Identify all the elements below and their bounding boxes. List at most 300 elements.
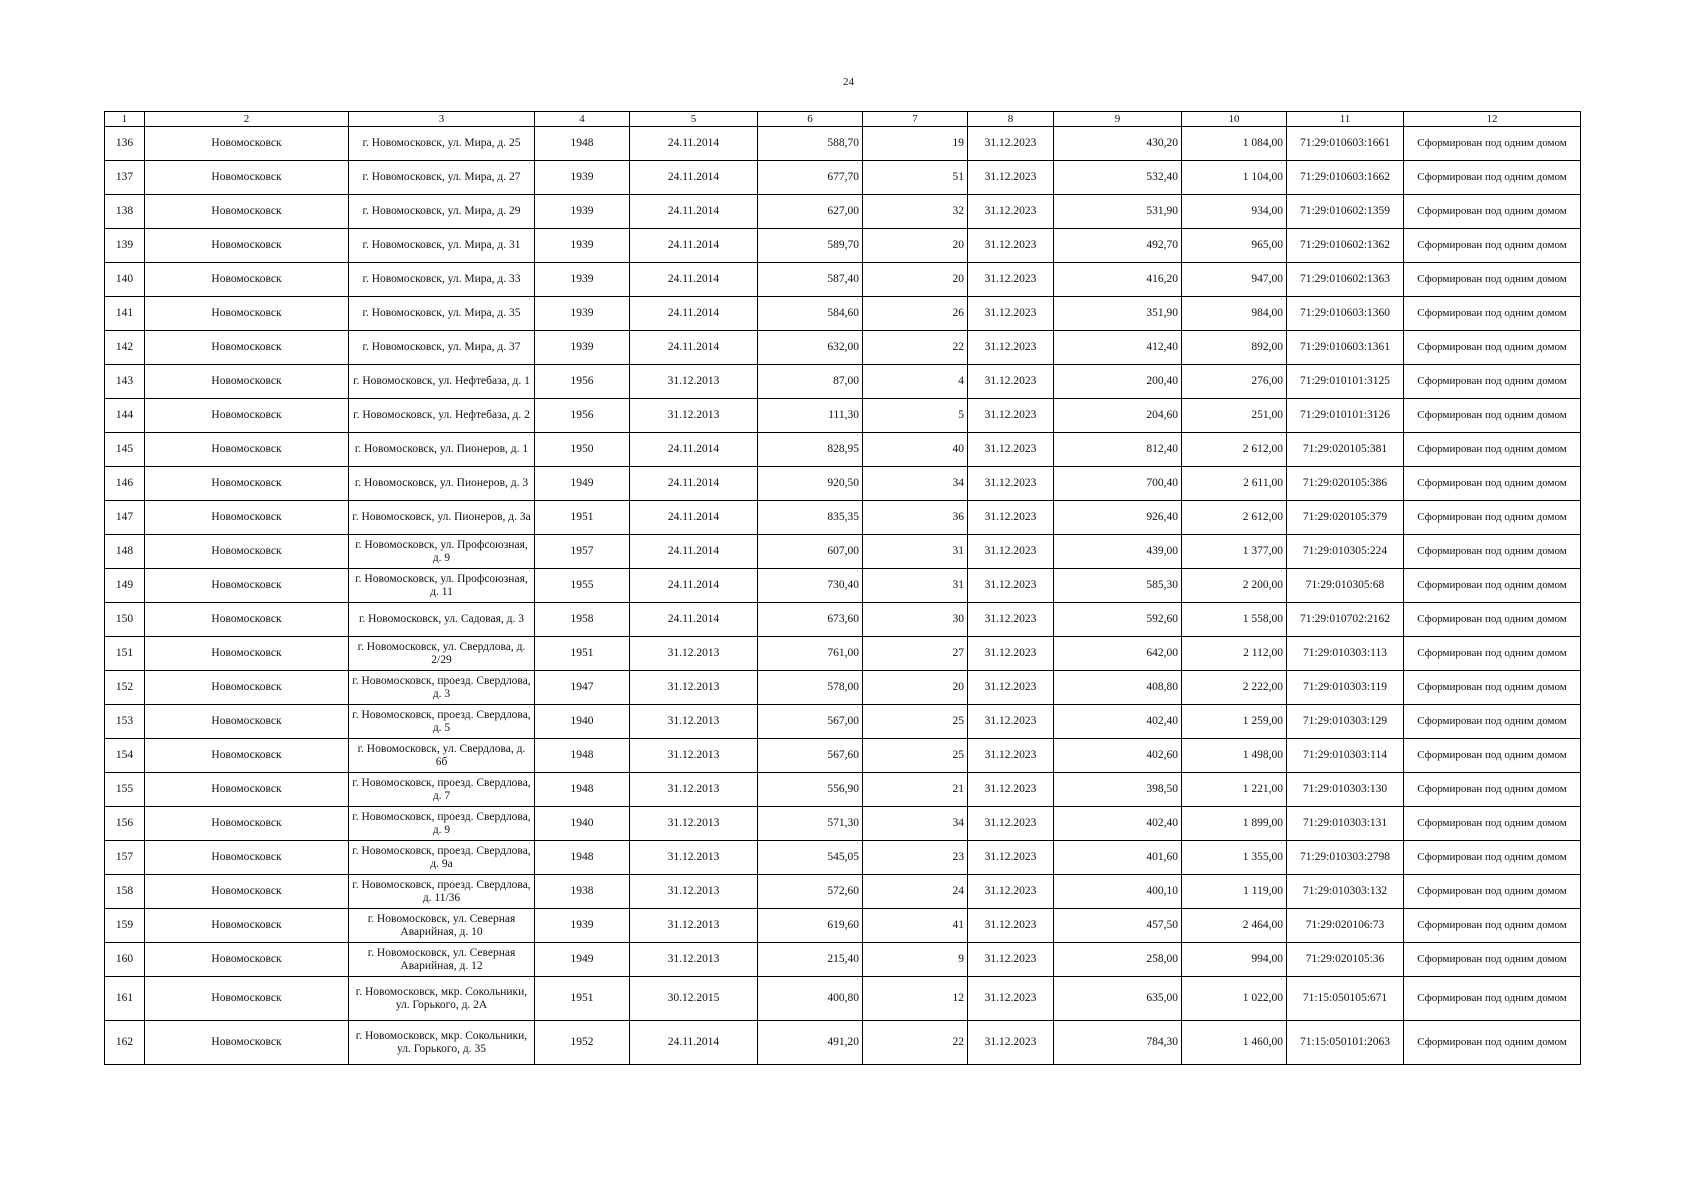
column-header: 3 (349, 112, 535, 127)
area-2-cell: 351,90 (1054, 297, 1182, 331)
area-2-cell: 258,00 (1054, 943, 1182, 977)
area-2-cell: 430,20 (1054, 127, 1182, 161)
address-cell: г. Новомосковск, проезд. Свердлова, д. 3 (349, 671, 535, 705)
date-cell: 24.11.2014 (630, 603, 758, 637)
area-2-cell: 412,40 (1054, 331, 1182, 365)
status-cell: Сформирован под одним домом (1404, 875, 1581, 909)
deadline-cell: 31.12.2023 (968, 671, 1054, 705)
residents-cell: 12 (863, 977, 968, 1021)
status-cell: Сформирован под одним домом (1404, 535, 1581, 569)
area-cell: 400,80 (758, 977, 863, 1021)
land-area-cell: 2 200,00 (1182, 569, 1287, 603)
column-header: 5 (630, 112, 758, 127)
deadline-cell: 31.12.2023 (968, 399, 1054, 433)
residents-cell: 22 (863, 331, 968, 365)
status-cell: Сформирован под одним домом (1404, 127, 1581, 161)
deadline-cell: 31.12.2023 (968, 535, 1054, 569)
column-header: 12 (1404, 112, 1581, 127)
housing-register-table (104, 111, 1581, 1065)
column-header: 1 (105, 112, 145, 127)
date-cell: 24.11.2014 (630, 229, 758, 263)
deadline-cell: 31.12.2023 (968, 161, 1054, 195)
cadastral-number-cell: 71:29:010303:132 (1287, 875, 1404, 909)
status-cell: Сформирован под одним домом (1404, 773, 1581, 807)
table-row (105, 943, 1581, 977)
date-cell: 31.12.2013 (630, 909, 758, 943)
status-cell: Сформирован под одним домом (1404, 161, 1581, 195)
table-row (105, 399, 1581, 433)
status-cell: Сформирован под одним домом (1404, 603, 1581, 637)
land-area-cell: 1 460,00 (1182, 1021, 1287, 1065)
status-cell: Сформирован под одним домом (1404, 977, 1581, 1021)
area-cell: 578,00 (758, 671, 863, 705)
year-built-cell: 1939 (535, 161, 630, 195)
area-2-cell: 635,00 (1054, 977, 1182, 1021)
residents-cell: 26 (863, 297, 968, 331)
deadline-cell: 31.12.2023 (968, 467, 1054, 501)
deadline-cell: 31.12.2023 (968, 331, 1054, 365)
deadline-cell: 31.12.2023 (968, 807, 1054, 841)
year-built-cell: 1949 (535, 943, 630, 977)
year-built-cell: 1947 (535, 671, 630, 705)
address-cell: г. Новомосковск, ул. Профсоюзная, д. 11 (349, 569, 535, 603)
city-cell: Новомосковск (145, 127, 349, 161)
land-area-cell: 1 377,00 (1182, 535, 1287, 569)
address-cell: г. Новомосковск, ул. Северная Аварийная, д. 12 (349, 943, 535, 977)
table-row (105, 263, 1581, 297)
city-cell: Новомосковск (145, 671, 349, 705)
table-row (105, 671, 1581, 705)
date-cell: 24.11.2014 (630, 331, 758, 365)
area-cell: 545,05 (758, 841, 863, 875)
cadastral-number-cell: 71:29:010603:1361 (1287, 331, 1404, 365)
area-2-cell: 401,60 (1054, 841, 1182, 875)
status-cell: Сформирован под одним домом (1404, 671, 1581, 705)
area-2-cell: 812,40 (1054, 433, 1182, 467)
cadastral-number-cell: 71:29:010303:130 (1287, 773, 1404, 807)
deadline-cell: 31.12.2023 (968, 195, 1054, 229)
column-header: 4 (535, 112, 630, 127)
land-area-cell: 1 259,00 (1182, 705, 1287, 739)
address-cell: г. Новомосковск, проезд. Свердлова, д. 9а (349, 841, 535, 875)
address-cell: г. Новомосковск, проезд. Свердлова, д. 9 (349, 807, 535, 841)
table-row (105, 637, 1581, 671)
residents-cell: 24 (863, 875, 968, 909)
cadastral-number-cell: 71:29:010303:114 (1287, 739, 1404, 773)
area-cell: 677,70 (758, 161, 863, 195)
table-row (105, 807, 1581, 841)
area-2-cell: 531,90 (1054, 195, 1182, 229)
row-number: 159 (105, 909, 145, 943)
row-number: 143 (105, 365, 145, 399)
city-cell: Новомосковск (145, 365, 349, 399)
city-cell: Новомосковск (145, 535, 349, 569)
table-row (105, 331, 1581, 365)
row-number: 142 (105, 331, 145, 365)
table-row (105, 603, 1581, 637)
row-number: 160 (105, 943, 145, 977)
table-row (105, 705, 1581, 739)
land-area-cell: 2 222,00 (1182, 671, 1287, 705)
area-2-cell: 585,30 (1054, 569, 1182, 603)
status-cell: Сформирован под одним домом (1404, 501, 1581, 535)
deadline-cell: 31.12.2023 (968, 603, 1054, 637)
city-cell: Новомосковск (145, 977, 349, 1021)
status-cell: Сформирован под одним домом (1404, 331, 1581, 365)
row-number: 139 (105, 229, 145, 263)
date-cell: 24.11.2014 (630, 297, 758, 331)
land-area-cell: 892,00 (1182, 331, 1287, 365)
cadastral-number-cell: 71:29:020105:36 (1287, 943, 1404, 977)
deadline-cell: 31.12.2023 (968, 637, 1054, 671)
column-header: 2 (145, 112, 349, 127)
city-cell: Новомосковск (145, 637, 349, 671)
area-2-cell: 402,60 (1054, 739, 1182, 773)
cadastral-number-cell: 71:29:010305:68 (1287, 569, 1404, 603)
table-row (105, 909, 1581, 943)
residents-cell: 20 (863, 229, 968, 263)
date-cell: 31.12.2013 (630, 841, 758, 875)
date-cell: 31.12.2013 (630, 943, 758, 977)
cadastral-number-cell: 71:29:010303:119 (1287, 671, 1404, 705)
cadastral-number-cell: 71:29:010101:3126 (1287, 399, 1404, 433)
table-body (105, 127, 1581, 1065)
status-cell: Сформирован под одним домом (1404, 263, 1581, 297)
area-2-cell: 398,50 (1054, 773, 1182, 807)
row-number: 146 (105, 467, 145, 501)
land-area-cell: 1 899,00 (1182, 807, 1287, 841)
row-number: 137 (105, 161, 145, 195)
area-2-cell: 457,50 (1054, 909, 1182, 943)
status-cell: Сформирован под одним домом (1404, 637, 1581, 671)
city-cell: Новомосковск (145, 161, 349, 195)
cadastral-number-cell: 71:29:010303:113 (1287, 637, 1404, 671)
year-built-cell: 1939 (535, 263, 630, 297)
table-row (105, 433, 1581, 467)
year-built-cell: 1958 (535, 603, 630, 637)
table-row (105, 875, 1581, 909)
year-built-cell: 1948 (535, 773, 630, 807)
city-cell: Новомосковск (145, 943, 349, 977)
row-number: 149 (105, 569, 145, 603)
table-row (105, 229, 1581, 263)
land-area-cell: 2 612,00 (1182, 433, 1287, 467)
row-number: 154 (105, 739, 145, 773)
city-cell: Новомосковск (145, 331, 349, 365)
cadastral-number-cell: 71:29:010303:129 (1287, 705, 1404, 739)
address-cell: г. Новомосковск, мкр. Сокольники, ул. Горького, д. 35 (349, 1021, 535, 1065)
cadastral-number-cell: 71:29:010305:224 (1287, 535, 1404, 569)
table-row (105, 569, 1581, 603)
residents-cell: 36 (863, 501, 968, 535)
address-cell: г. Новомосковск, проезд. Свердлова, д. 11/36 (349, 875, 535, 909)
year-built-cell: 1939 (535, 195, 630, 229)
row-number: 150 (105, 603, 145, 637)
deadline-cell: 31.12.2023 (968, 773, 1054, 807)
table-row (105, 739, 1581, 773)
area-2-cell: 402,40 (1054, 705, 1182, 739)
area-cell: 215,40 (758, 943, 863, 977)
deadline-cell: 31.12.2023 (968, 569, 1054, 603)
date-cell: 24.11.2014 (630, 161, 758, 195)
cadastral-number-cell: 71:15:050105:671 (1287, 977, 1404, 1021)
residents-cell: 34 (863, 807, 968, 841)
city-cell: Новомосковск (145, 501, 349, 535)
city-cell: Новомосковск (145, 841, 349, 875)
table-row (105, 1021, 1581, 1065)
row-number: 144 (105, 399, 145, 433)
column-header: 7 (863, 112, 968, 127)
date-cell: 24.11.2014 (630, 263, 758, 297)
year-built-cell: 1951 (535, 977, 630, 1021)
deadline-cell: 31.12.2023 (968, 365, 1054, 399)
area-2-cell: 402,40 (1054, 807, 1182, 841)
area-cell: 87,00 (758, 365, 863, 399)
city-cell: Новомосковск (145, 569, 349, 603)
area-cell: 571,30 (758, 807, 863, 841)
year-built-cell: 1957 (535, 535, 630, 569)
status-cell: Сформирован под одним домом (1404, 195, 1581, 229)
address-cell: г. Новомосковск, ул. Свердлова, д. 6б (349, 739, 535, 773)
area-2-cell: 408,80 (1054, 671, 1182, 705)
residents-cell: 40 (863, 433, 968, 467)
cadastral-number-cell: 71:29:010603:1360 (1287, 297, 1404, 331)
date-cell: 31.12.2013 (630, 637, 758, 671)
land-area-cell: 934,00 (1182, 195, 1287, 229)
residents-cell: 31 (863, 569, 968, 603)
area-cell: 572,60 (758, 875, 863, 909)
area-cell: 491,20 (758, 1021, 863, 1065)
address-cell: г. Новомосковск, проезд. Свердлова, д. 7 (349, 773, 535, 807)
address-cell: г. Новомосковск, ул. Свердлова, д. 2/29 (349, 637, 535, 671)
row-number: 147 (105, 501, 145, 535)
date-cell: 31.12.2013 (630, 773, 758, 807)
address-cell: г. Новомосковск, ул. Мира, д. 37 (349, 331, 535, 365)
row-number: 155 (105, 773, 145, 807)
area-2-cell: 926,40 (1054, 501, 1182, 535)
area-cell: 627,00 (758, 195, 863, 229)
land-area-cell: 1 558,00 (1182, 603, 1287, 637)
address-cell: г. Новомосковск, ул. Мира, д. 27 (349, 161, 535, 195)
residents-cell: 4 (863, 365, 968, 399)
status-cell: Сформирован под одним домом (1404, 739, 1581, 773)
cadastral-number-cell: 71:29:010303:2798 (1287, 841, 1404, 875)
table-row (105, 467, 1581, 501)
residents-cell: 25 (863, 705, 968, 739)
address-cell: г. Новомосковск, ул. Садовая, д. 3 (349, 603, 535, 637)
cadastral-number-cell: 71:29:010602:1359 (1287, 195, 1404, 229)
year-built-cell: 1939 (535, 331, 630, 365)
date-cell: 24.11.2014 (630, 467, 758, 501)
land-area-cell: 2 611,00 (1182, 467, 1287, 501)
deadline-cell: 31.12.2023 (968, 739, 1054, 773)
deadline-cell: 31.12.2023 (968, 977, 1054, 1021)
date-cell: 31.12.2013 (630, 671, 758, 705)
year-built-cell: 1940 (535, 807, 630, 841)
deadline-cell: 31.12.2023 (968, 1021, 1054, 1065)
land-area-cell: 994,00 (1182, 943, 1287, 977)
land-area-cell: 1 221,00 (1182, 773, 1287, 807)
area-cell: 761,00 (758, 637, 863, 671)
date-cell: 31.12.2013 (630, 365, 758, 399)
address-cell: г. Новомосковск, ул. Мира, д. 33 (349, 263, 535, 297)
city-cell: Новомосковск (145, 875, 349, 909)
table-row (105, 365, 1581, 399)
status-cell: Сформирован под одним домом (1404, 705, 1581, 739)
table-row (105, 501, 1581, 535)
date-cell: 24.11.2014 (630, 127, 758, 161)
land-area-cell: 276,00 (1182, 365, 1287, 399)
status-cell: Сформирован под одним домом (1404, 365, 1581, 399)
cadastral-number-cell: 71:29:020105:381 (1287, 433, 1404, 467)
row-number: 141 (105, 297, 145, 331)
year-built-cell: 1951 (535, 501, 630, 535)
land-area-cell: 1 355,00 (1182, 841, 1287, 875)
area-cell: 828,95 (758, 433, 863, 467)
row-number: 138 (105, 195, 145, 229)
year-built-cell: 1956 (535, 365, 630, 399)
year-built-cell: 1939 (535, 229, 630, 263)
address-cell: г. Новомосковск, ул. Северная Аварийная, д. 10 (349, 909, 535, 943)
area-cell: 567,60 (758, 739, 863, 773)
area-cell: 730,40 (758, 569, 863, 603)
column-header: 11 (1287, 112, 1404, 127)
status-cell: Сформирован под одним домом (1404, 943, 1581, 977)
address-cell: г. Новомосковск, ул. Пионеров, д. 3а (349, 501, 535, 535)
area-2-cell: 592,60 (1054, 603, 1182, 637)
city-cell: Новомосковск (145, 807, 349, 841)
year-built-cell: 1955 (535, 569, 630, 603)
residents-cell: 20 (863, 263, 968, 297)
deadline-cell: 31.12.2023 (968, 705, 1054, 739)
deadline-cell: 31.12.2023 (968, 909, 1054, 943)
residents-cell: 51 (863, 161, 968, 195)
year-built-cell: 1938 (535, 875, 630, 909)
city-cell: Новомосковск (145, 773, 349, 807)
cadastral-number-cell: 71:29:020105:379 (1287, 501, 1404, 535)
status-cell: Сформирован под одним домом (1404, 297, 1581, 331)
deadline-cell: 31.12.2023 (968, 875, 1054, 909)
area-cell: 619,60 (758, 909, 863, 943)
residents-cell: 31 (863, 535, 968, 569)
residents-cell: 34 (863, 467, 968, 501)
land-area-cell: 2 464,00 (1182, 909, 1287, 943)
land-area-cell: 1 084,00 (1182, 127, 1287, 161)
land-area-cell: 984,00 (1182, 297, 1287, 331)
residents-cell: 19 (863, 127, 968, 161)
residents-cell: 32 (863, 195, 968, 229)
column-number-row (105, 112, 1581, 127)
city-cell: Новомосковск (145, 467, 349, 501)
year-built-cell: 1948 (535, 739, 630, 773)
area-cell: 584,60 (758, 297, 863, 331)
residents-cell: 27 (863, 637, 968, 671)
table-row (105, 297, 1581, 331)
area-2-cell: 439,00 (1054, 535, 1182, 569)
area-2-cell: 204,60 (1054, 399, 1182, 433)
column-header: 10 (1182, 112, 1287, 127)
table-row (105, 195, 1581, 229)
table-row (105, 977, 1581, 1021)
city-cell: Новомосковск (145, 909, 349, 943)
cadastral-number-cell: 71:29:010101:3125 (1287, 365, 1404, 399)
cadastral-number-cell: 71:29:010603:1662 (1287, 161, 1404, 195)
city-cell: Новомосковск (145, 297, 349, 331)
city-cell: Новомосковск (145, 739, 349, 773)
residents-cell: 23 (863, 841, 968, 875)
year-built-cell: 1952 (535, 1021, 630, 1065)
status-cell: Сформирован под одним домом (1404, 569, 1581, 603)
deadline-cell: 31.12.2023 (968, 501, 1054, 535)
area-cell: 556,90 (758, 773, 863, 807)
land-area-cell: 2 612,00 (1182, 501, 1287, 535)
address-cell: г. Новомосковск, проезд. Свердлова, д. 5 (349, 705, 535, 739)
row-number: 156 (105, 807, 145, 841)
address-cell: г. Новомосковск, ул. Нефтебаза, д. 1 (349, 365, 535, 399)
year-built-cell: 1948 (535, 127, 630, 161)
land-area-cell: 965,00 (1182, 229, 1287, 263)
address-cell: г. Новомосковск, ул. Нефтебаза, д. 2 (349, 399, 535, 433)
cadastral-number-cell: 71:29:010603:1661 (1287, 127, 1404, 161)
city-cell: Новомосковск (145, 195, 349, 229)
city-cell: Новомосковск (145, 433, 349, 467)
deadline-cell: 31.12.2023 (968, 297, 1054, 331)
area-cell: 111,30 (758, 399, 863, 433)
page-number: 24 (843, 76, 854, 88)
year-built-cell: 1956 (535, 399, 630, 433)
residents-cell: 22 (863, 1021, 968, 1065)
status-cell: Сформирован под одним домом (1404, 841, 1581, 875)
cadastral-number-cell: 71:29:010602:1362 (1287, 229, 1404, 263)
residents-cell: 5 (863, 399, 968, 433)
residents-cell: 41 (863, 909, 968, 943)
row-number: 151 (105, 637, 145, 671)
deadline-cell: 31.12.2023 (968, 229, 1054, 263)
date-cell: 31.12.2013 (630, 705, 758, 739)
status-cell: Сформирован под одним домом (1404, 909, 1581, 943)
land-area-cell: 1 022,00 (1182, 977, 1287, 1021)
date-cell: 31.12.2013 (630, 807, 758, 841)
date-cell: 24.11.2014 (630, 569, 758, 603)
cadastral-number-cell: 71:29:010702:2162 (1287, 603, 1404, 637)
cadastral-number-cell: 71:29:010303:131 (1287, 807, 1404, 841)
table-row (105, 535, 1581, 569)
year-built-cell: 1940 (535, 705, 630, 739)
row-number: 145 (105, 433, 145, 467)
status-cell: Сформирован под одним домом (1404, 433, 1581, 467)
address-cell: г. Новомосковск, мкр. Сокольники, ул. Горького, д. 2А (349, 977, 535, 1021)
status-cell: Сформирован под одним домом (1404, 229, 1581, 263)
land-area-cell: 2 112,00 (1182, 637, 1287, 671)
row-number: 162 (105, 1021, 145, 1065)
status-cell: Сформирован под одним домом (1404, 807, 1581, 841)
city-cell: Новомосковск (145, 603, 349, 637)
land-area-cell: 251,00 (1182, 399, 1287, 433)
city-cell: Новомосковск (145, 1021, 349, 1065)
column-header: 9 (1054, 112, 1182, 127)
row-number: 136 (105, 127, 145, 161)
area-2-cell: 532,40 (1054, 161, 1182, 195)
deadline-cell: 31.12.2023 (968, 433, 1054, 467)
address-cell: г. Новомосковск, ул. Мира, д. 29 (349, 195, 535, 229)
residents-cell: 20 (863, 671, 968, 705)
column-header: 8 (968, 112, 1054, 127)
land-area-cell: 1 498,00 (1182, 739, 1287, 773)
column-header: 6 (758, 112, 863, 127)
status-cell: Сформирован под одним домом (1404, 399, 1581, 433)
address-cell: г. Новомосковск, ул. Пионеров, д. 3 (349, 467, 535, 501)
residents-cell: 30 (863, 603, 968, 637)
